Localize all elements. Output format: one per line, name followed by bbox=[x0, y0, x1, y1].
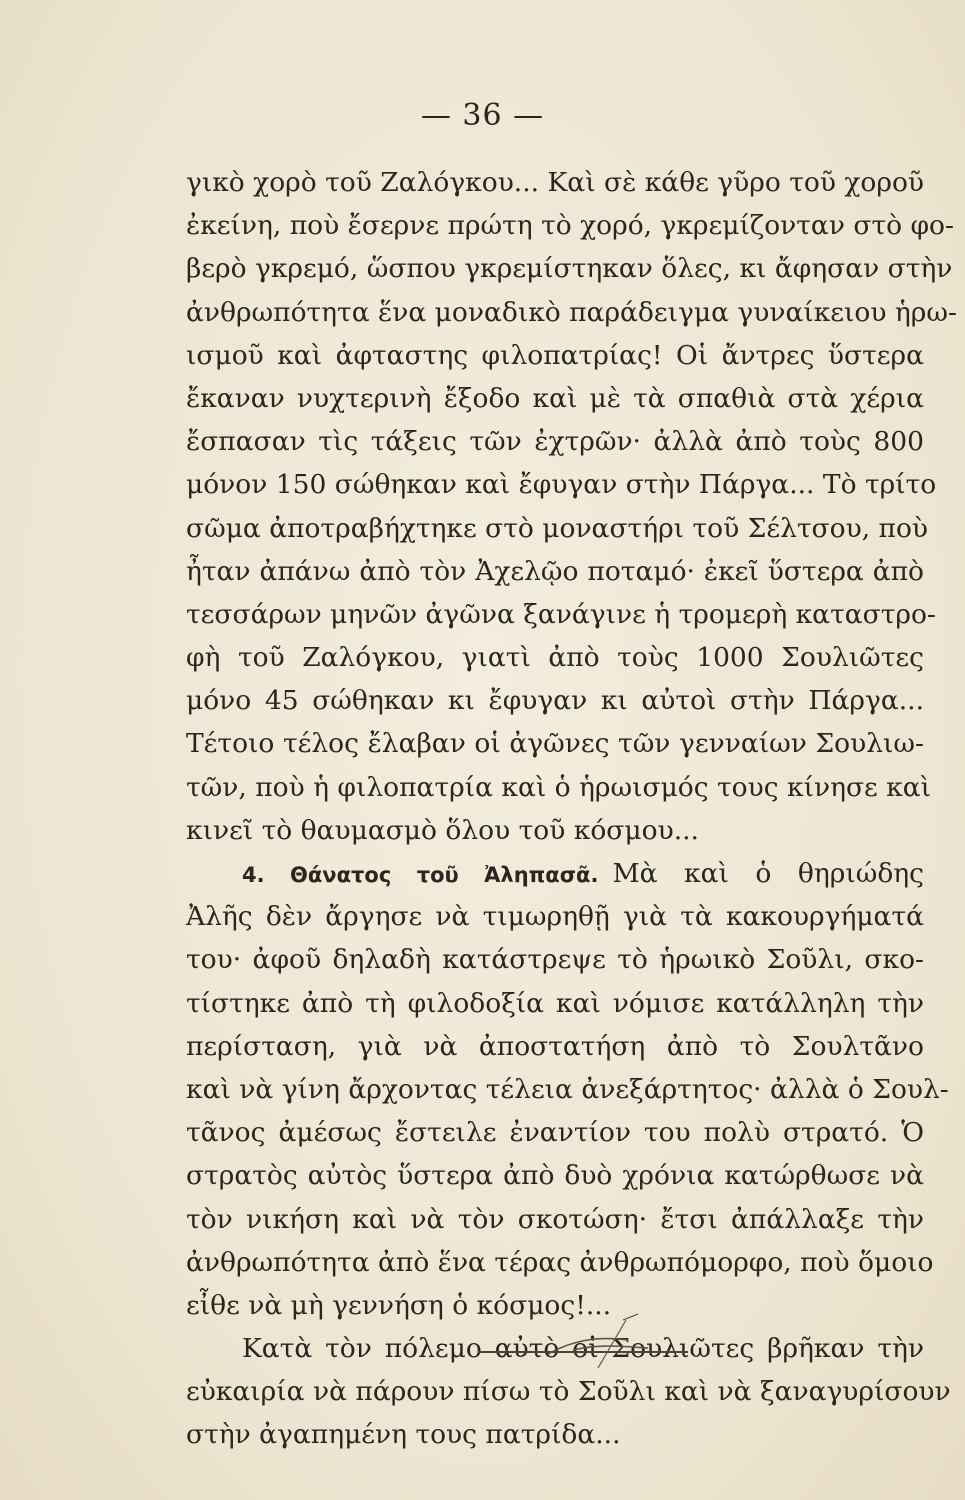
text-fragment: Μὰ καὶ ὁ θηριώδης bbox=[612, 858, 924, 889]
text-line: ισμοῦ καὶ ἀφταστης φιλοπατρίας! Οἱ ἄντρες ὕστερα bbox=[186, 339, 924, 371]
end-flourish-ornament bbox=[478, 1310, 688, 1370]
text-line: ἀνθρωπότητα ἀπὸ ἕνα τέρας ἀνθρωπόμορφο, ποὺ ὅμοιο bbox=[186, 1246, 934, 1278]
text-line: τίστηκε ἀπὸ τὴ φιλοδοξία καὶ νόμισε κατάλληλη τὴν bbox=[186, 987, 924, 1019]
paragraph-1 bbox=[186, 161, 957, 852]
text-line: στὴν ἀγαπημένη τους πατρίδα... bbox=[186, 1419, 621, 1451]
section-heading: 4. Θάνατος τοῦ Ἀληπασᾶ. bbox=[242, 863, 599, 887]
text-line: ἦταν ἀπάνω ἀπὸ τὸν Ἀχελῷο ποταμό· ἐκεῖ ὕστερα ἀπὸ bbox=[186, 555, 924, 587]
text-line: μόνο 45 σώθηκαν κι ἔφυγαν κι αὐτοὶ στὴν Πάργα... bbox=[186, 685, 924, 717]
page-number: — 36 — bbox=[420, 98, 545, 133]
text-line: μόνον 150 σώθηκαν καὶ ἔφυγαν στὴν Πάργα... Τὸ τρίτο bbox=[186, 469, 937, 501]
text-line: τῶν, ποὺ ἡ φιλοπατρία καὶ ὁ ἡρωισμός τους κίνησε καὶ bbox=[186, 771, 932, 803]
paragraph-2 bbox=[186, 852, 949, 1327]
text-line: βερὸ γκρεμό, ὥσπου γκρεμίστηκαν ὅλες, κι ἄφησαν στὴν bbox=[186, 253, 953, 285]
text-line: ἔσπασαν τὶς τάξεις τῶν ἐχτρῶν· ἀλλὰ ἀπὸ τοὺς 800 bbox=[186, 426, 924, 458]
text-line: Κατὰ τὸν πόλεμο αὐτὸ οἱ Σουλιῶτες βρῆκαν τὴν bbox=[242, 1333, 924, 1365]
text-line: φὴ τοῦ Ζαλόγκου, γιατὶ ἀπὸ τοὺς 1000 Σουλιῶτες bbox=[186, 642, 924, 674]
text-line: στρατὸς αὐτὸς ὕστερα ἀπὸ δυὸ χρόνια κατώρθωσε νὰ bbox=[186, 1160, 924, 1192]
text-line: Τέτοιο τέλος ἔλαβαν οἱ ἀγῶνες τῶν γενναίων Σουλιω- bbox=[186, 728, 924, 760]
text-line: τεσσάρων μηνῶν ἀγῶνα ξανάγινε ἡ τρομερὴ καταστρο- bbox=[186, 598, 936, 630]
text-line: τᾶνος ἀμέσως ἔστειλε ἐναντίον του πολὺ στρατό. Ὁ bbox=[186, 1117, 924, 1149]
text-line: τὸν νικήση καὶ νὰ τὸν σκοτώση· ἔτσι ἀπάλλαξε τὴν bbox=[186, 1203, 924, 1235]
text-line: κινεῖ τὸ θαυμασμὸ ὅλου τοῦ κόσμου... bbox=[186, 814, 699, 846]
text-body bbox=[186, 161, 957, 1457]
text-line: καὶ νὰ γίνη ἄρχοντας τέλεια ἀνεξάρτητος· ἀλλὰ ὁ Σουλ- bbox=[186, 1073, 949, 1105]
text-line: ἀνθρωπότητα ἕνα μοναδικὸ παράδειγμα γυναίκειου ἡρω- bbox=[186, 296, 957, 328]
text-line: περίσταση, γιὰ νὰ ἀποστατήση ἀπὸ τὸ Σουλτᾶνο bbox=[186, 1030, 924, 1062]
text-line: ἐκείνη, ποὺ ἔσερνε πρώτη τὸ χορό, γκρεμίζονταν στὸ φο- bbox=[186, 210, 954, 242]
text-line: σῶμα ἀποτραβήχτηκε στὸ μοναστήρι τοῦ Σέλτσου, ποὺ bbox=[186, 512, 929, 544]
text-line: γικὸ χορὸ τοῦ Ζαλόγκου... Καὶ σὲ κάθε γῦρο τοῦ χοροῦ bbox=[186, 167, 925, 198]
text-line: εὐκαιρία νὰ πάρουν πίσω τὸ Σοῦλι καὶ νὰ ξαναγυρίσουν bbox=[186, 1376, 951, 1408]
text-line: του· ἀφοῦ δηλαδὴ κατάστρεψε τὸ ἡρωικὸ Σοῦλι, σκο- bbox=[186, 944, 924, 976]
text-line: Ἀλῆς δὲν ἄργησε νὰ τιμωρηθῇ γιὰ τὰ κακουργήματά bbox=[186, 901, 924, 933]
text-line: εἶθε νὰ μὴ γεννήση ὁ κόσμος!... bbox=[186, 1289, 612, 1321]
section-heading-line bbox=[186, 852, 924, 895]
text-line: ἔκαναν νυχτερινὴ ἔξοδο καὶ μὲ τὰ σπαθιὰ στὰ χέρια bbox=[186, 382, 924, 414]
